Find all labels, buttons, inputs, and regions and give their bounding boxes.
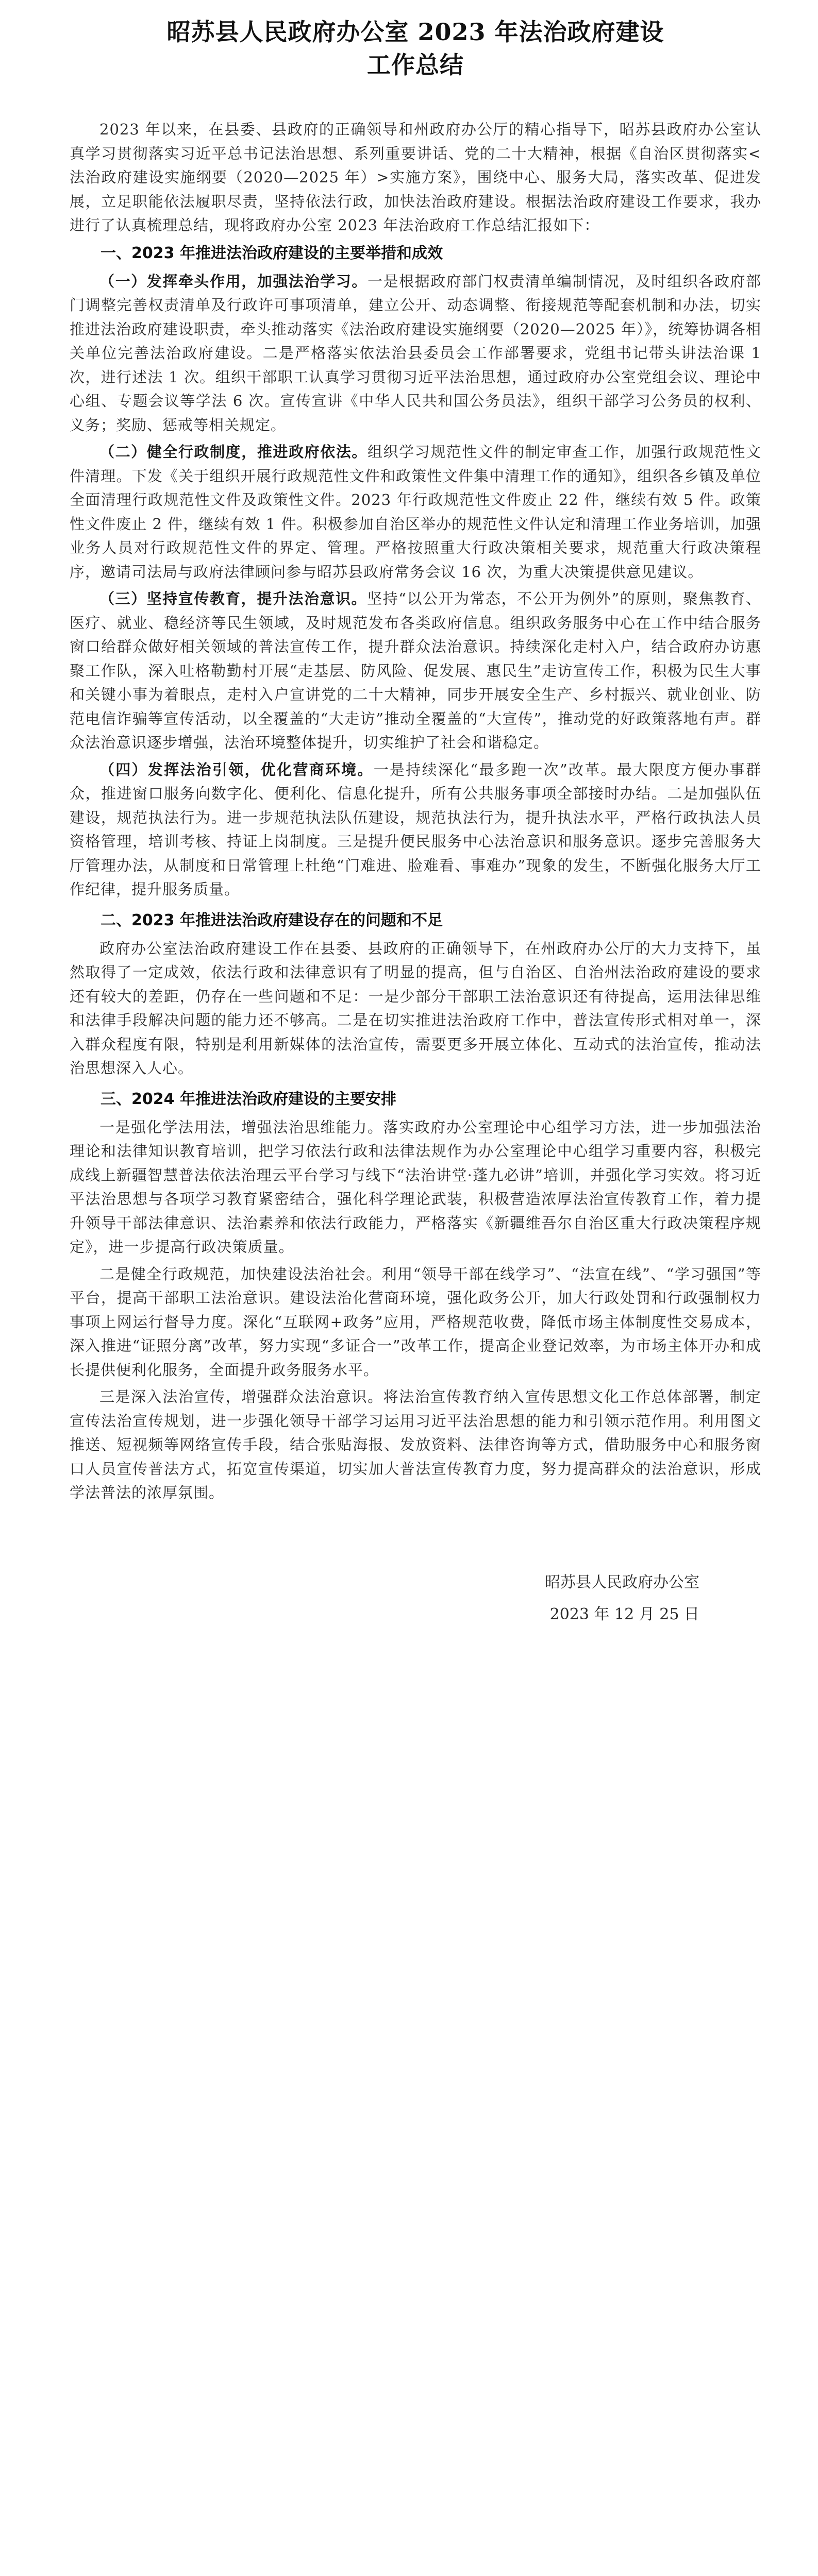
subsection-3-lead: （三）坚持宣传教育，提升法治意识。 xyxy=(99,590,368,607)
subsection-1-body: 一是根据政府部门权责清单编制情况，及时组织各政府部门调整完善权责清单及行政许可事项清单，建立公开、动态调整、衔接规范等配套机制和办法，切实推进法治政府建设职责，牵头推动落实《法治政府建设实施纲要（2020—2025 年）》，统筹协调各相关单位完善法治政府建设。二是严格落实依法治县委员会工作部署要求，党组书记带头讲法治课 1 次，进行述法 1 次。组织干部职工认真学习贯彻习近平法治思想，通过政府办公室党组会议、理论中心组、专题会议等学法 6 次。宣传宣讲《中华人民共和国公务员法》，组织干部学习公务员的权利、义务；奖励、惩戒等相关规定。 xyxy=(70,272,761,434)
subsection-2 xyxy=(70,440,761,584)
subsection-2-body: 组织学习规范性文件的制定审查工作，加强行政规范性文件清理。下发《关于组织开展行政规范性文件和政策性文件集中清理工作的通知》，组织各乡镇及单位全面清理行政规范性文件及政策性文件。2023 年行政规范性文件废止 22 件，继续有效 5 件。政策性文件废止 2 件，继续有效 1 件。积极参加自治区举办的规范性文件认定和清理工作业务培训，加强业务人员对行政规范性文件的界定、管理。严格按照重大行政决策相关要求，规范重大行政决策程序，邀请司法局与政府法律顾问参与昭苏县政府常务会议 16 次，为重大决策提供意见建议。 xyxy=(70,443,761,581)
subsection-4 xyxy=(70,758,761,902)
subsection-4-body: 一是持续深化“最多跑一次”改革。最大限度方便办事群众，推进窗口服务向数字化、便利化、信息化提升，所有公共服务事项全部接时办结。二是加强队伍建设，规范执法行为。进一步规范执法队伍建设，规范执法行为，提升执法水平，严格行政执法人员资格管理，培训考核、持证上岗制度。三是提升便民服务中心法治意识和服务意识。逐步完善服务大厅管理办法，从制度和日常管理上杜绝“门难进、脸难看、事难办”现象的发生，不断强化服务大厅工作纪律，提升服务质量。 xyxy=(70,760,761,898)
section-heading-1: 一、2023 年推进法治政府建设的主要举措和成效 xyxy=(101,244,443,262)
subsection-1 xyxy=(70,269,761,437)
subsection-4-lead: （四）发挥法治引领，优化营商环境。 xyxy=(99,760,374,778)
section-3 xyxy=(70,1087,761,1505)
subsection-1-lead: （一）发挥牵头作用，加强法治学习。 xyxy=(99,272,368,290)
section-2-paragraph: 政府办公室法治政府建设工作在县委、县政府的正确领导下，在州政府办公厅的大力支持下，虽然取得了一定成效，依法行政和法律意识有了明显的提高，但与自治区、自治州法治政府建设的要求还有较大的差距，仍存在一些问题和不足：一是少部分干部职工法治意识还有待提高，运用法律思维和法律手段解决问题的能力还不够高。二是在切实推进法治政府工作中，普法宣传形式相对单一，深入群众程度有限，特别是利用新媒体的法治宣传，需要更多开展立体化、互动式的法治宣传，推动法治思想深入人心。 xyxy=(70,939,761,1077)
title-line-2: 工作总结 xyxy=(367,51,464,79)
section-3-paragraph-2: 二是健全行政规范，加快建设法治社会。利用“领导干部在线学习”、“法宣在线”、“学习强国”等平台，提高干部职工法治意识。建设法治化营商环境，强化政务公开，加大行政处罚和行政强制权力事项上网运行督导力度。深化“互联网+政务”应用，严格规范收费，降低市场主体制度性交易成本，深入推进“证照分离”改革，努力实现“多证合一”改革工作，提高企业登记效率，为市场主体开办和成长提供便利化服务，全面提升政务服务水平。 xyxy=(70,1265,761,1379)
section-1 xyxy=(70,241,761,902)
subsection-3-body: 坚持“以公开为常态，不公开为例外”的原则，聚焦教育、医疗、就业、稳经济等民生领域，及时规范发布各类政府信息。组织政务服务中心在工作中结合服务窗口给群众做好相关领域的普法宣传工作，提升群众法治意识。持续深化走村入户，结合政府办访惠聚工作队，深入吐格勒勤村开展“走基层、防风险、促发展、惠民生”走访宣传工作，积极为民生大事和关键小事为着眼点，走村入户宣讲党的二十大精神，同步开展安全生产、乡村振兴、就业创业、防范电信诈骗等宣传活动，以全覆盖的“大走访”推动全覆盖的“大宣传”，推动党的好政策落地有声。群众法治意识逐步增强，法治环境整体提升，切实维护了社会和谐稳定。 xyxy=(70,590,761,751)
intro-paragraph: 2023 年以来，在县委、县政府的正确领导和州政府办公厅的精心指导下，昭苏县政府办公室认真学习贯彻落实习近平总书记法治思想、系列重要讲话、党的二十大精神，根据《自治区贯彻落实<法治政府建设实施纲要（2020—2025 年）>实施方案》，围绕中心、服务大局，落实改革、促进发展，立足职能依法履职尽责，坚持依法行政，加快法治政府建设。根据法治政府建设工作要求，我办进行了认真梳理总结，现将政府办公室 2023 年法治政府工作总结汇报如下： xyxy=(70,121,761,234)
subsection-3 xyxy=(70,587,761,755)
section-heading-2: 二、2023 年推进法治政府建设存在的问题和不足 xyxy=(101,911,443,929)
section-heading-3: 三、2024 年推进法治政府建设的主要安排 xyxy=(101,1090,396,1108)
subsection-2-lead: （二）健全行政制度，推进政府依法。 xyxy=(99,443,368,461)
document-title xyxy=(70,15,761,81)
section-3-paragraph-1: 一是强化学法用法，增强法治思维能力。落实政府办公室理论中心组学习方法，进一步加强法治理论和法律知识教育培训，把学习依法行政和法律法规作为办公室理论中心组学习重要内容，积极完成线上新疆智慧普法依法治理云平台学习与线下“法治讲堂·蓬九必讲”培训，并强化学习实效。将习近平法治思想与各项学习教育紧密结合，强化科学理论武装，积极营造浓厚法治宣传教育工作，着力提升领导干部法律意识、法治素养和依法行政能力，严格落实《新疆维吾尔自治区重大行政决策程序规定》，进一步提高行政决策质量。 xyxy=(70,1118,761,1256)
section-2 xyxy=(70,908,761,1080)
signature-block xyxy=(70,1567,761,1631)
title-line-1: 昭苏县人民政府办公室 2023 年法治政府建设 xyxy=(166,18,664,46)
signature-date: 2023 年 12 月 25 日 xyxy=(549,1605,699,1623)
signature-org: 昭苏县人民政府办公室 xyxy=(545,1573,699,1591)
section-3-paragraph-3: 三是深入法治宣传，增强群众法治意识。将法治宣传教育纳入宣传思想文化工作总体部署，制定宣传法治宣传规划，进一步强化领导干部学习运用习近平法治思想的能力和引领示范作用。利用图文推送、短视频等网络宣传手段，结合张贴海报、发放资料、法律咨询等方式，借助服务中心和服务窗口人员宣传普法方式，拓宽宣传渠道，切实加大普法宣传教育力度，努力提高群众的法治意识，形成学法普法的浓厚氛围。 xyxy=(70,1388,761,1501)
